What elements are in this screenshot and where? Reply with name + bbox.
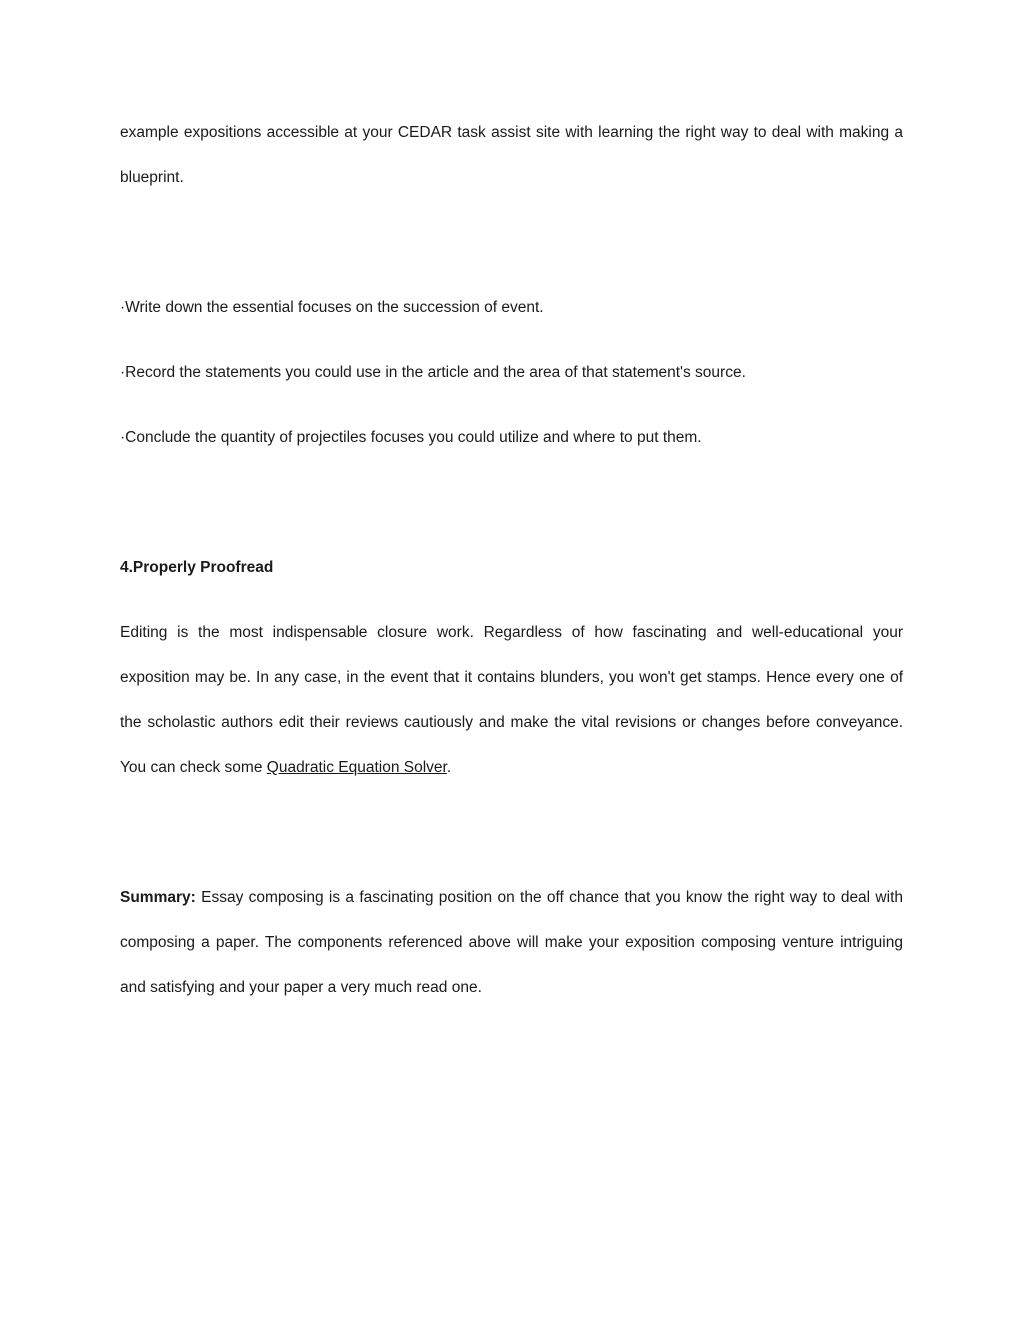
section-heading: 4.Properly Proofread [120,559,274,576]
quadratic-solver-link[interactable]: Quadratic Equation Solver [266,759,447,776]
bullet-item: ·Write down the essential focuses on the succession of event. [120,299,544,316]
bullet-item: ·Conclude the quantity of projectiles focuses you could utilize and where to put them. [120,429,702,446]
editing-text: Editing is the most indispensable closure work. Regardless of how fascinating and well-educational your exposition may be. In any case, in the event that it contains blunders, you won't get stamps. Hence every one of the scholastic authors edit their reviews cautiously and make the vital revisions or changes before conveyance. You can check some [120,624,903,776]
bullet-item: ·Record the statements you could use in the article and the area of that statement's source. [120,364,746,381]
summary-text: Essay composing is a fascinating position on the off chance that you know the right way to deal with composing a paper. The components referenced above will make your exposition composing venture intriguing and satisfying and your paper a very much read one. [120,889,903,996]
editing-text-end: . [446,759,452,776]
summary-paragraph [120,875,903,1010]
intro-text: example expositions accessible at your CEDAR task assist site with learning the right way to deal with making a blueprint. [120,124,903,186]
editing-paragraph [120,610,903,790]
summary-label: Summary: [120,889,196,906]
intro-paragraph [120,110,903,200]
